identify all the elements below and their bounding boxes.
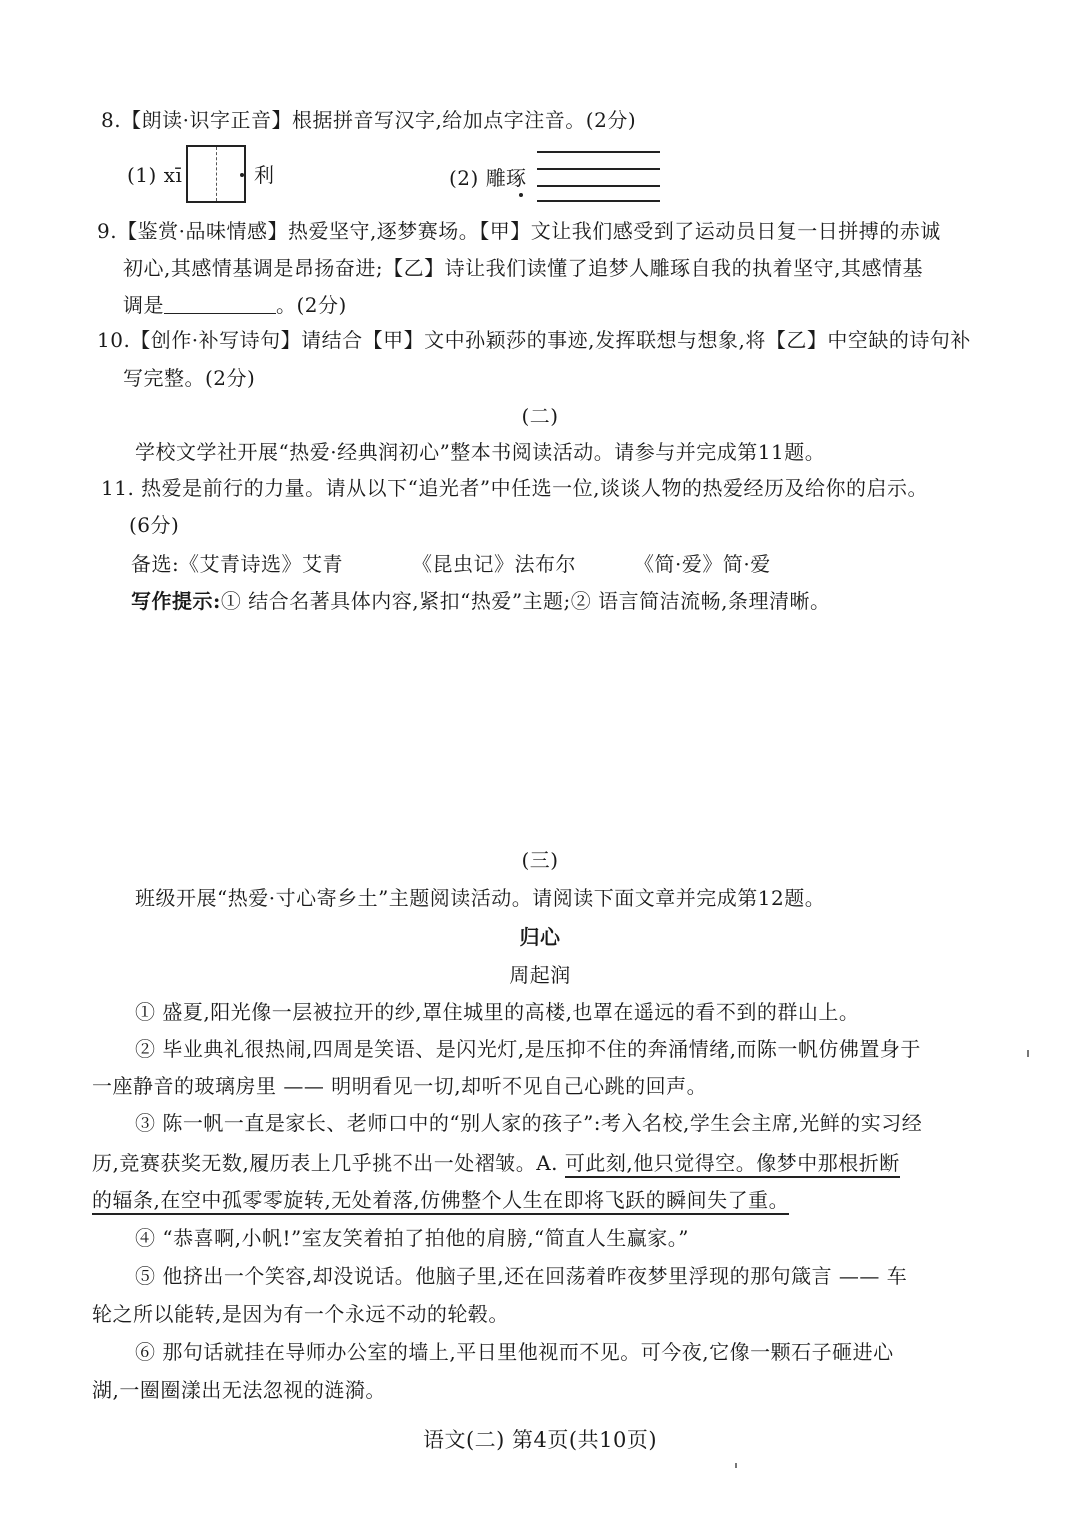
writing-hint-label: 写作提示: (131, 589, 221, 613)
question-9-line-3 (123, 291, 347, 319)
options-label: 备选: (131, 552, 180, 576)
pinyin-answer-line-2[interactable] (537, 168, 660, 170)
question-11-line-2: (6分) (129, 513, 180, 537)
pinyin-answer-line-3[interactable] (537, 185, 660, 187)
paragraph-5-line-2: 轮之所以能转,是因为有一个永远不动的轮毂。 (92, 1302, 509, 1326)
question-9-line-3-end: 。(2分) (276, 293, 347, 317)
pinyin-answer-line-4[interactable] (537, 200, 660, 202)
question-10-line-1: 10.【创作·补写诗句】请结合【甲】文中孙颖莎的事迹,发挥联想与想象,将【乙】中空缺的诗句补 (97, 328, 971, 352)
box-center-guide (216, 147, 217, 201)
dot-marker (240, 173, 244, 177)
answer-blank[interactable] (164, 293, 276, 314)
scan-speck (1027, 1050, 1029, 1057)
paragraph-1: ① 盛夏,阳光像一层被拉开的纱,罩住城里的高楼,也罩在遥远的看不到的群山上。 (135, 1000, 860, 1024)
writing-hint-text: ① 结合名著具体内容,紧扣“热爱”主题;② 语言简洁流畅,条理清晰。 (220, 589, 831, 613)
paragraph-3-line-3 (92, 1186, 789, 1214)
scan-speck (735, 1463, 737, 1468)
section-3-intro: 班级开展“热爱·寸心寄乡土”主题阅读活动。请阅读下面文章并完成第12题。 (135, 886, 826, 910)
question-9-line-2: 初心,其感情基调是昂扬奋进;【乙】诗让我们读懂了追梦人雕琢自我的执着坚守,其感情基 (123, 256, 923, 280)
page-footer: 语文(二) 第4页(共10页) (422, 1428, 658, 1452)
question-10-line-2: 写完整。(2分) (123, 366, 256, 390)
question-8-part1-prefix: (1) xī (127, 163, 183, 187)
emphasis-dot (519, 193, 523, 197)
character-writing-box[interactable] (186, 145, 246, 203)
question-9-line-3-start: 调是 (123, 293, 164, 317)
underlined-sentence-a-continued: 的辐条,在空中孤零零旋转,无处着落,仿佛整个人生在即将飞跃的瞬间失了重。 (92, 1188, 789, 1215)
paragraph-4: ④ “恭喜啊,小帆!”室友笑着拍了拍他的肩膀,“简直人生赢家。” (135, 1226, 690, 1250)
paragraph-6-line-2: 湖,一圈圈漾出无法忽视的涟漪。 (92, 1378, 386, 1402)
article-author: 周起润 (509, 963, 571, 987)
section-2-heading: (二) (521, 404, 559, 428)
paragraph-2-line-2: 一座静音的玻璃房里 —— 明明看见一切,却听不见自己心跳的回声。 (92, 1074, 708, 1098)
option-1: 《艾青诗选》艾青 (179, 552, 343, 576)
paragraph-3-line-2-plain: 历,竞赛获奖无数,履历表上几乎挑不出一处褶皱。A. (92, 1151, 565, 1175)
question-8-part2-label: (2) 雕琢 (449, 166, 527, 190)
option-3: 《简·爱》简·爱 (634, 552, 771, 576)
option-2: 《昆虫记》法布尔 (412, 552, 576, 576)
question-8-text: 8.【朗读·识字正音】根据拼音写汉字,给加点字注音。(2分) (101, 108, 637, 132)
underlined-sentence-a: 可此刻,他只觉得空。像梦中那根折断 (565, 1151, 900, 1178)
question-8-part1-suffix: 利 (254, 163, 275, 187)
section-2-intro: 学校文学社开展“热爱·经典润初心”整本书阅读活动。请参与并完成第11题。 (135, 440, 826, 464)
paragraph-2-line-1: ② 毕业典礼很热闹,四周是笑语、是闪光灯,是压抑不住的奔涌情绪,而陈一帆仿佛置身于 (135, 1037, 921, 1061)
pinyin-answer-line-1[interactable] (537, 151, 660, 153)
paragraph-3-line-2 (92, 1149, 900, 1177)
paragraph-5-line-1: ⑤ 他挤出一个笑容,却没说话。他脑子里,还在回荡着昨夜梦里浮现的那句箴言 —— 车 (135, 1264, 908, 1288)
paragraph-3-line-1: ③ 陈一帆一直是家长、老师口中的“别人家的孩子”:考入名校,学生会主席,光鲜的实习经 (135, 1111, 923, 1135)
article-title: 归心 (519, 925, 561, 949)
question-11-line-1: 11. 热爱是前行的力量。请从以下“追光者”中任选一位,谈谈人物的热爱经历及给你的启示。 (101, 476, 928, 500)
paragraph-6-line-1: ⑥ 那句话就挂在导师办公室的墙上,平日里他视而不见。可今夜,它像一颗石子砸进心 (135, 1340, 894, 1364)
question-9-line-1: 9.【鉴赏·品味情感】热爱坚守,逐梦赛场。【甲】文让我们感受到了运动员日复一日拼搏的赤诚 (97, 219, 941, 243)
section-3-heading: (三) (521, 848, 559, 872)
writing-hint (131, 587, 831, 615)
